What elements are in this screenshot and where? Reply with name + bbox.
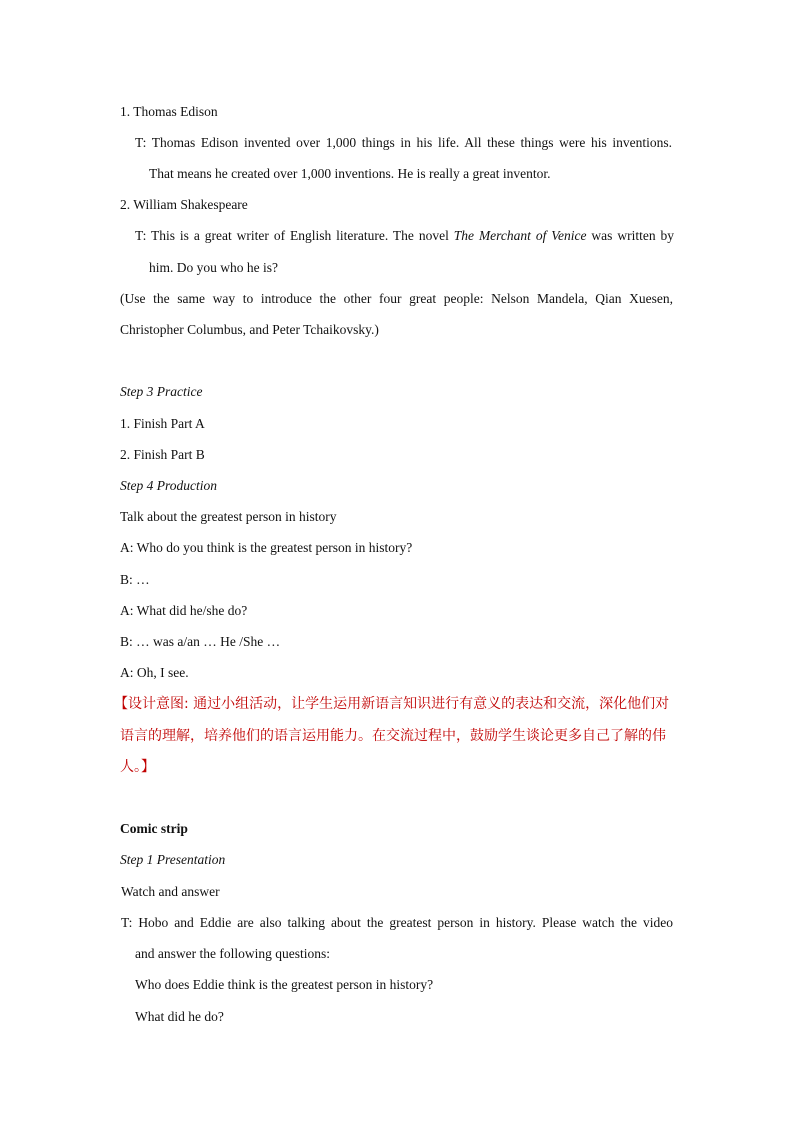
dialogue-line-5: A: Oh, I see.: [120, 665, 189, 680]
edison-teacher-line-2: That means he created over 1,000 inventions. He is really a great inventor.: [149, 166, 551, 181]
step4-intro: Talk about the greatest person in history: [120, 509, 337, 524]
comic-question-2: What did he do?: [135, 1009, 224, 1024]
step4-heading: Step 4 Production: [120, 478, 217, 493]
comic-strip-heading: Comic strip: [120, 821, 188, 836]
edison-teacher-line-1: T: Thomas Edison invented over 1,000 things in his life. All these things were his inventions.: [135, 135, 672, 150]
shakespeare-line-prefix: T: This is a great writer of English literature. The novel: [135, 228, 454, 243]
comic-question-1: Who does Eddie think is the greatest person in history?: [135, 977, 434, 992]
dialogue-line-1: A: Who do you think is the greatest person in history?: [120, 540, 413, 555]
dialogue-line-4: B: … was a/an … He /She …: [120, 634, 281, 649]
dialogue-line-2: B: …: [120, 572, 150, 587]
edison-heading: 1. Thomas Edison: [120, 104, 218, 119]
watch-and-answer: Watch and answer: [121, 884, 220, 899]
comic-step1-heading: Step 1 Presentation: [120, 852, 226, 867]
dialogue-line-3: A: What did he/she do?: [120, 603, 248, 618]
design-intent-line-2: 语言的理解，培养他们的语言运用能力。在交流过程中，鼓励学生谈论更多自己了解的伟: [120, 728, 666, 744]
step3-item-1: 1. Finish Part A: [120, 416, 205, 431]
shakespeare-teacher-line-1: [135, 227, 674, 245]
design-intent-line-1: 【设计意图: 通过小组活动，让学生运用新语言知识进行有意义的表达和交流，深化他们对: [114, 696, 670, 712]
note-line-2: Christopher Columbus, and Peter Tchaikovsky.): [120, 322, 379, 337]
shakespeare-line-suffix: was written by: [586, 228, 674, 243]
design-intent-line-3: 人。】: [120, 759, 155, 775]
novel-title: The Merchant of Venice: [453, 228, 587, 243]
comic-teacher-line-2: and answer the following questions:: [135, 946, 330, 961]
step3-heading: Step 3 Practice: [120, 384, 203, 399]
shakespeare-teacher-line-2: him. Do you who he is?: [149, 260, 278, 275]
step3-item-2: 2. Finish Part B: [120, 447, 205, 462]
note-line-1: (Use the same way to introduce the other four great people: Nelson Mandela, Qian Xuesen,: [120, 291, 673, 306]
shakespeare-heading: 2. William Shakespeare: [120, 197, 248, 212]
comic-teacher-line-1: T: Hobo and Eddie are also talking about the greatest person in history. Please watch the video: [121, 915, 673, 930]
